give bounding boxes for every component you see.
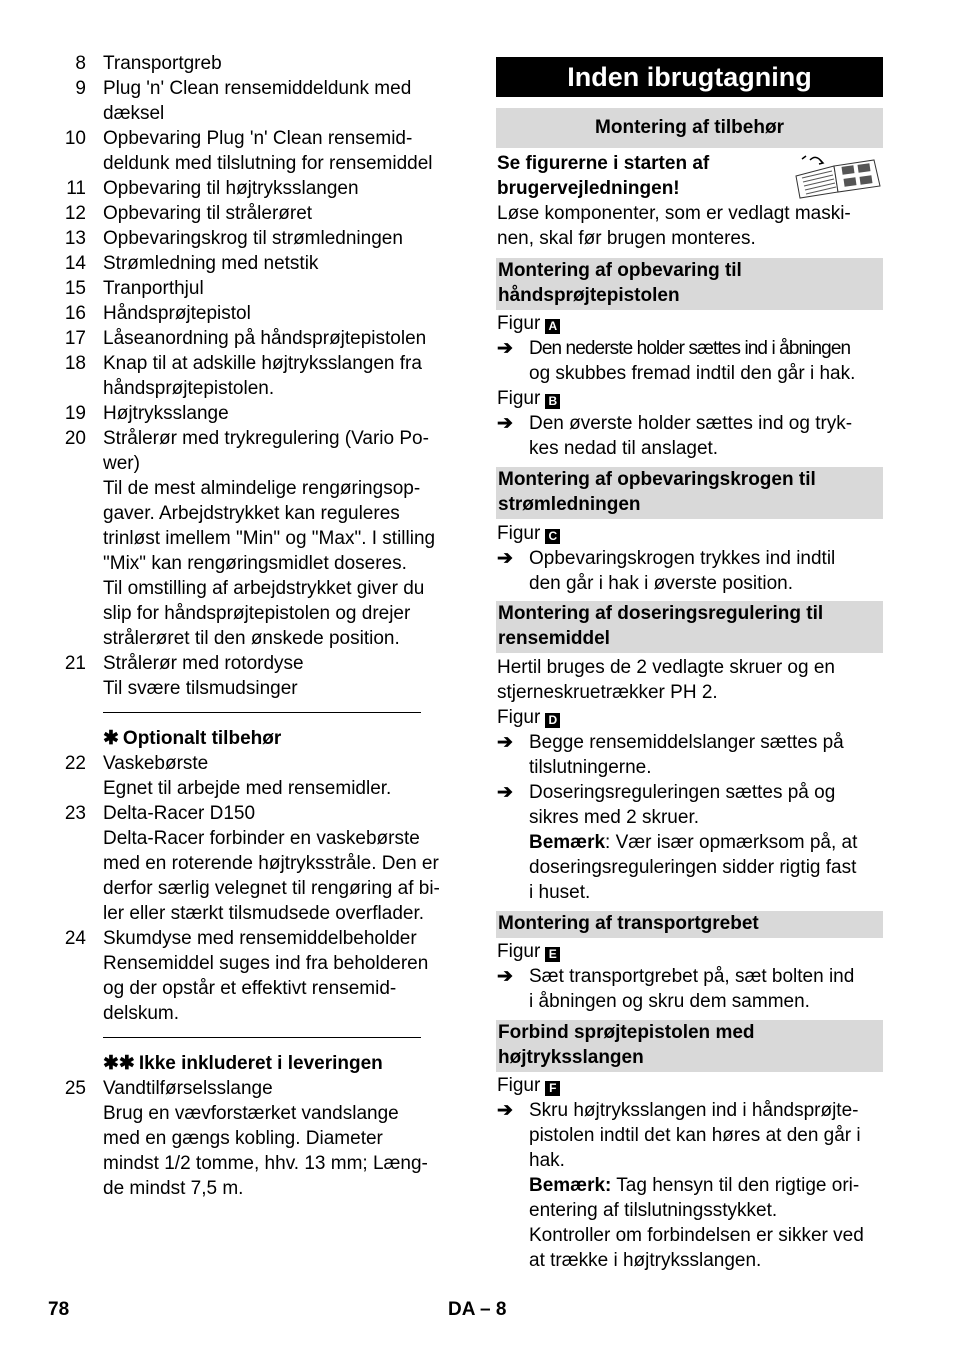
note-label: Bemærk <box>529 832 606 853</box>
list-item-number: 8 <box>75 53 86 74</box>
note-text: Kontroller om forbindelsen er sikker ved <box>529 1225 864 1246</box>
list-item-text: "Mix" kan rengøringsmidlet doseres. <box>103 553 407 574</box>
list-item-text: Til svære tilsmudsinger <box>103 678 298 699</box>
figure-ref-a: Figur A <box>497 311 560 336</box>
list-item-text: ler eller stærkt tilsmudsede overflader. <box>103 903 425 924</box>
list-item-text: Skumdyse med rensemiddelbeholder <box>103 928 417 949</box>
list-item-number: 10 <box>64 128 86 149</box>
list-item-text: derfor særlig velegnet til rengøring af bi- <box>103 878 440 899</box>
subsection-heading: Montering af tilbehør <box>595 117 784 138</box>
arrow-icon: ➔ <box>497 732 513 753</box>
arrow-icon: ➔ <box>497 1100 513 1121</box>
list-item-text: Knap til at adskille højtryksslangen fra <box>103 353 422 374</box>
list-item-number: 17 <box>64 328 86 349</box>
step-text: i åbningen og skru dem sammen. <box>529 991 810 1012</box>
list-item-number: 25 <box>64 1078 86 1099</box>
heading-s1-line1: Montering af opbevaring til <box>498 260 742 281</box>
list-item-text: Delta-Racer forbinder en vaskebørste <box>103 828 420 849</box>
list-item-number: 9 <box>75 78 86 99</box>
figure-letter-badge: E <box>545 947 560 962</box>
figure-ref-c: Figur C <box>497 521 560 546</box>
figure-letter-badge: F <box>545 1081 560 1096</box>
list-item-text: trinløst imellem "Min" og "Max". I stilling <box>103 528 436 549</box>
list-item-text: Opbevaring til højtryksslangen <box>103 178 359 199</box>
intro-bold-2: brugervejledningen! <box>497 178 680 199</box>
list-item-text: med en roterende højtryksstråle. Den er <box>103 853 439 874</box>
list-item-number: 19 <box>64 403 86 424</box>
note-text: at trække i højtryksslangen. <box>529 1250 762 1271</box>
step-text: og skubbes fremad indtil den går i hak. <box>529 363 856 384</box>
arrow-icon: ➔ <box>497 782 513 803</box>
page-number: 78 <box>48 1299 70 1320</box>
list-item-text: mindst 1/2 tomme, hhv. 13 mm; Læng- <box>103 1153 428 1174</box>
intro-bold-1: Se figurerne i starten af <box>497 153 710 174</box>
arrow-icon: ➔ <box>497 413 513 434</box>
list-item-text: Plug 'n' Clean rensemiddeldunk med <box>103 78 412 99</box>
figure-letter-badge: C <box>545 529 560 544</box>
list-item-text: deldunk med tilslutning for rensemiddel <box>103 153 433 174</box>
figure-ref-d: Figur D <box>497 705 560 730</box>
heading-s2-line1: Montering af opbevaringskrogen til <box>498 469 816 490</box>
list-item-text: wer) <box>103 453 140 474</box>
heading-s3-line1: Montering af doseringsregulering til <box>498 603 824 624</box>
list-item-text: Låseanordning på håndsprøjtepistolen <box>103 328 427 349</box>
step-text: tilslutningerne. <box>529 757 652 778</box>
body-text: Hertil bruges de 2 vedlagte skruer og en <box>497 657 835 678</box>
asterisk-icon: ✱✱ <box>103 1053 135 1074</box>
heading-s2-line2: strømledningen <box>498 494 641 515</box>
figure-ref-b: Figur B <box>497 386 560 411</box>
separator-line <box>103 1037 421 1038</box>
step-text: Skru højtryksslangen ind i håndsprøjte- <box>529 1100 859 1121</box>
list-item-text: og der opstår et effektivt rensemid- <box>103 978 397 999</box>
list-item-text: de mindst 7,5 m. <box>103 1178 244 1199</box>
list-item-number: 20 <box>64 428 86 449</box>
optional-accessories-heading: ✱ Optionalt tilbehør <box>103 728 282 749</box>
step-text: Den nederste holder sættes ind i åbningen <box>529 338 851 359</box>
list-item-text: Rensemiddel suges ind fra beholderen <box>103 953 429 974</box>
note-text: entering af tilslutningsstykket. <box>529 1200 778 1221</box>
list-item-number: 21 <box>64 653 86 674</box>
list-item-number: 11 <box>66 178 86 199</box>
section-title: Inden ibrugtagning <box>567 62 812 92</box>
list-item-text: Opbevaring Plug 'n' Clean rensemid- <box>103 128 413 149</box>
list-item-text: gaver. Arbejdstrykket kan reguleres <box>103 503 400 524</box>
list-item-text: Vaskebørste <box>103 753 209 774</box>
note-line: Bemærk: Vær især opmærksom på, at <box>529 832 858 853</box>
step-text: Begge rensemiddelslanger sættes på <box>529 732 844 753</box>
figure-ref-e: Figur E <box>497 939 560 964</box>
list-item-text: med en gængs kobling. Diameter <box>103 1128 383 1149</box>
step-text: Den øverste holder sættes ind og tryk- <box>529 413 853 434</box>
list-item-number: 13 <box>64 228 86 249</box>
arrow-icon: ➔ <box>497 548 513 569</box>
list-item-text: Strålerør med rotordyse <box>103 653 304 674</box>
list-item-text: håndsprøjtepistolen. <box>103 378 275 399</box>
list-item-text: Strålerør med trykregulering (Vario Po- <box>103 428 429 449</box>
list-item-number: 12 <box>64 203 86 224</box>
step-text: pistolen indtil det kan høres at den går i <box>529 1125 861 1146</box>
note-text: i huset. <box>529 882 591 903</box>
figure-ref-f: Figur F <box>497 1073 560 1098</box>
note-text: doseringsreguleringen sidder rigtig fast <box>529 857 857 878</box>
list-item-text: Opbevaring til strålerøret <box>103 203 313 224</box>
figure-letter-badge: A <box>545 319 560 334</box>
list-item-text: Delta-Racer D150 <box>103 803 256 824</box>
list-item-number: 18 <box>64 353 86 374</box>
list-item-text: Transportgreb <box>103 53 222 74</box>
heading-s5-line2: højtryksslangen <box>498 1047 644 1068</box>
heading-s5-line1: Forbind sprøjtepistolen med <box>498 1022 755 1043</box>
list-item-number: 24 <box>64 928 86 949</box>
step-text: hak. <box>529 1150 565 1171</box>
note-line: Bemærk: Tag hensyn til den rigtige ori- <box>529 1175 860 1196</box>
list-item-text: strålerøret til den ønskede position. <box>103 628 400 649</box>
figure-letter-badge: B <box>545 394 560 409</box>
list-item-text: dæksel <box>103 103 165 124</box>
asterisk-icon: ✱ <box>103 728 119 749</box>
heading-s4: Montering af transportgrebet <box>498 913 759 934</box>
arrow-icon: ➔ <box>497 338 513 359</box>
list-item-number: 23 <box>64 803 86 824</box>
step-text: Doseringsreguleringen sættes på og <box>529 782 836 803</box>
list-item-text: Vandtilførselsslange <box>103 1078 273 1099</box>
step-text: kes nedad til anslaget. <box>529 438 719 459</box>
list-item-text: Egnet til arbejde med rensemidler. <box>103 778 392 799</box>
list-item-text: Til omstilling af arbejdstrykket giver du <box>103 578 425 599</box>
step-text: sikres med 2 skruer. <box>529 807 699 828</box>
list-item-number: 15 <box>64 278 86 299</box>
list-item-text: Strømledning med netstik <box>103 253 319 274</box>
section-page-label: DA – 8 <box>448 1299 507 1320</box>
heading-s1-line2: håndsprøjtepistolen <box>498 285 680 306</box>
list-item-text: slip for håndsprøjtepistolen og drejer <box>103 603 411 624</box>
note-label: Bemærk: <box>529 1175 612 1196</box>
list-item-number: 22 <box>64 753 86 774</box>
separator-line <box>103 712 421 713</box>
list-item-text: Opbevaringskrog til strømledningen <box>103 228 403 249</box>
step-text: Opbevaringskrogen trykkes ind indtil <box>529 548 836 569</box>
intro-text-1: Løse komponenter, som er vedlagt maski- <box>497 203 851 224</box>
body-text: stjerneskruetrækker PH 2. <box>497 682 718 703</box>
heading-s3-line2: rensemiddel <box>498 628 610 649</box>
list-item-text: delskum. <box>103 1003 180 1024</box>
figure-letter-badge: D <box>545 713 560 728</box>
list-item-number: 14 <box>64 253 86 274</box>
manual-book-icon <box>794 154 884 200</box>
arrow-icon: ➔ <box>497 966 513 987</box>
list-item-text: Tranporthjul <box>103 278 204 299</box>
step-text: Sæt transportgrebet på, sæt bolten ind <box>529 966 855 987</box>
list-item-text: Til de mest almindelige rengøringsop- <box>103 478 421 499</box>
list-item-text: Håndsprøjtepistol <box>103 303 251 324</box>
list-item-text: Højtryksslange <box>103 403 229 424</box>
intro-text-2: nen, skal før brugen monteres. <box>497 228 756 249</box>
not-included-heading: ✱✱ Ikke inkluderet i leveringen <box>103 1053 383 1074</box>
list-item-text: Brug en vævforstærket vandslange <box>103 1103 399 1124</box>
list-item-number: 16 <box>64 303 86 324</box>
step-text: den går i hak i øverste position. <box>529 573 794 594</box>
